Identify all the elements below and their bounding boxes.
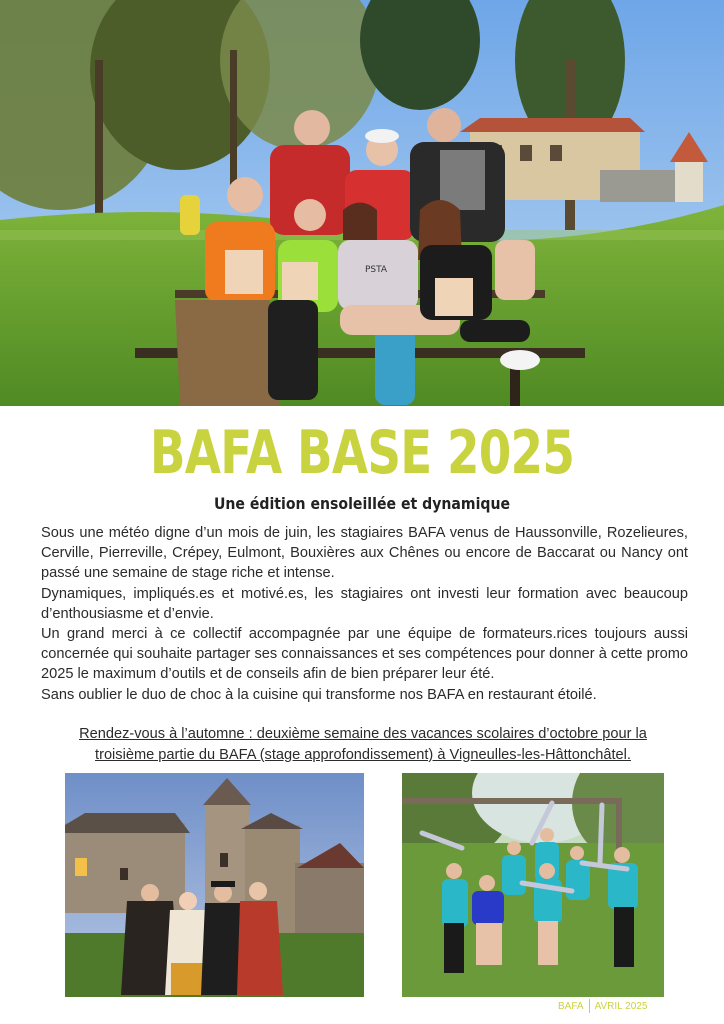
castle-costume-photo [65, 773, 364, 997]
announcement-text: Rendez-vous à l’automne : deuxième semaine des vacances scolaires d’octobre pour la troisième partie du BAFA (stage approfondissement) à Vigneulles-les-Hâttonchâtel. [79, 726, 647, 763]
castle-photo-illustration [65, 773, 364, 997]
shirt-text: PSTA [364, 265, 388, 275]
page-subtitle: Une édition ensoleillée et dynamique [213, 494, 511, 513]
paragraph: Dynamiques, impliqués.es et motivé.es, les stagiaires ont investi leur formation avec beaucoup d’enthousiasme et d’envie. [41, 585, 688, 622]
footer-right: AVRIL 2025 [594, 1000, 648, 1012]
page-title: BAFA BASE 2025 [149, 418, 575, 488]
sword-game-photo [402, 773, 664, 997]
paragraph: Un grand merci à ce collectif accompagnée par une équipe de formateurs.rices toujours aussi concernée qui souhaite partager ses connaissances et ses compétences pour donner à cette promo 2025 le maximum d’outils et de conseils afin de bien préparer leur été. [41, 626, 688, 683]
footer [558, 998, 647, 1014]
paragraph: Sans oublier le duo de choc à la cuisine qui transforme nos BAFA en restaurant étoilé. [41, 686, 597, 703]
paragraph: Sous une météo digne d’un mois de juin, les stagiaires BAFA venus de Haussonville, Rozelieures, Cerville, Pierreville, Crépey, Eulmont, Bouxières aux Chênes ou encore de Baccarat ou Nancy ont passé une semaine de stage riche et intense. [41, 525, 688, 582]
hero-photo [0, 0, 724, 406]
footer-left: BAFA [558, 1000, 584, 1012]
hero-photo-illustration [0, 0, 724, 406]
footer-divider [589, 999, 590, 1013]
game-photo-illustration [402, 773, 664, 997]
article-body [41, 523, 688, 705]
